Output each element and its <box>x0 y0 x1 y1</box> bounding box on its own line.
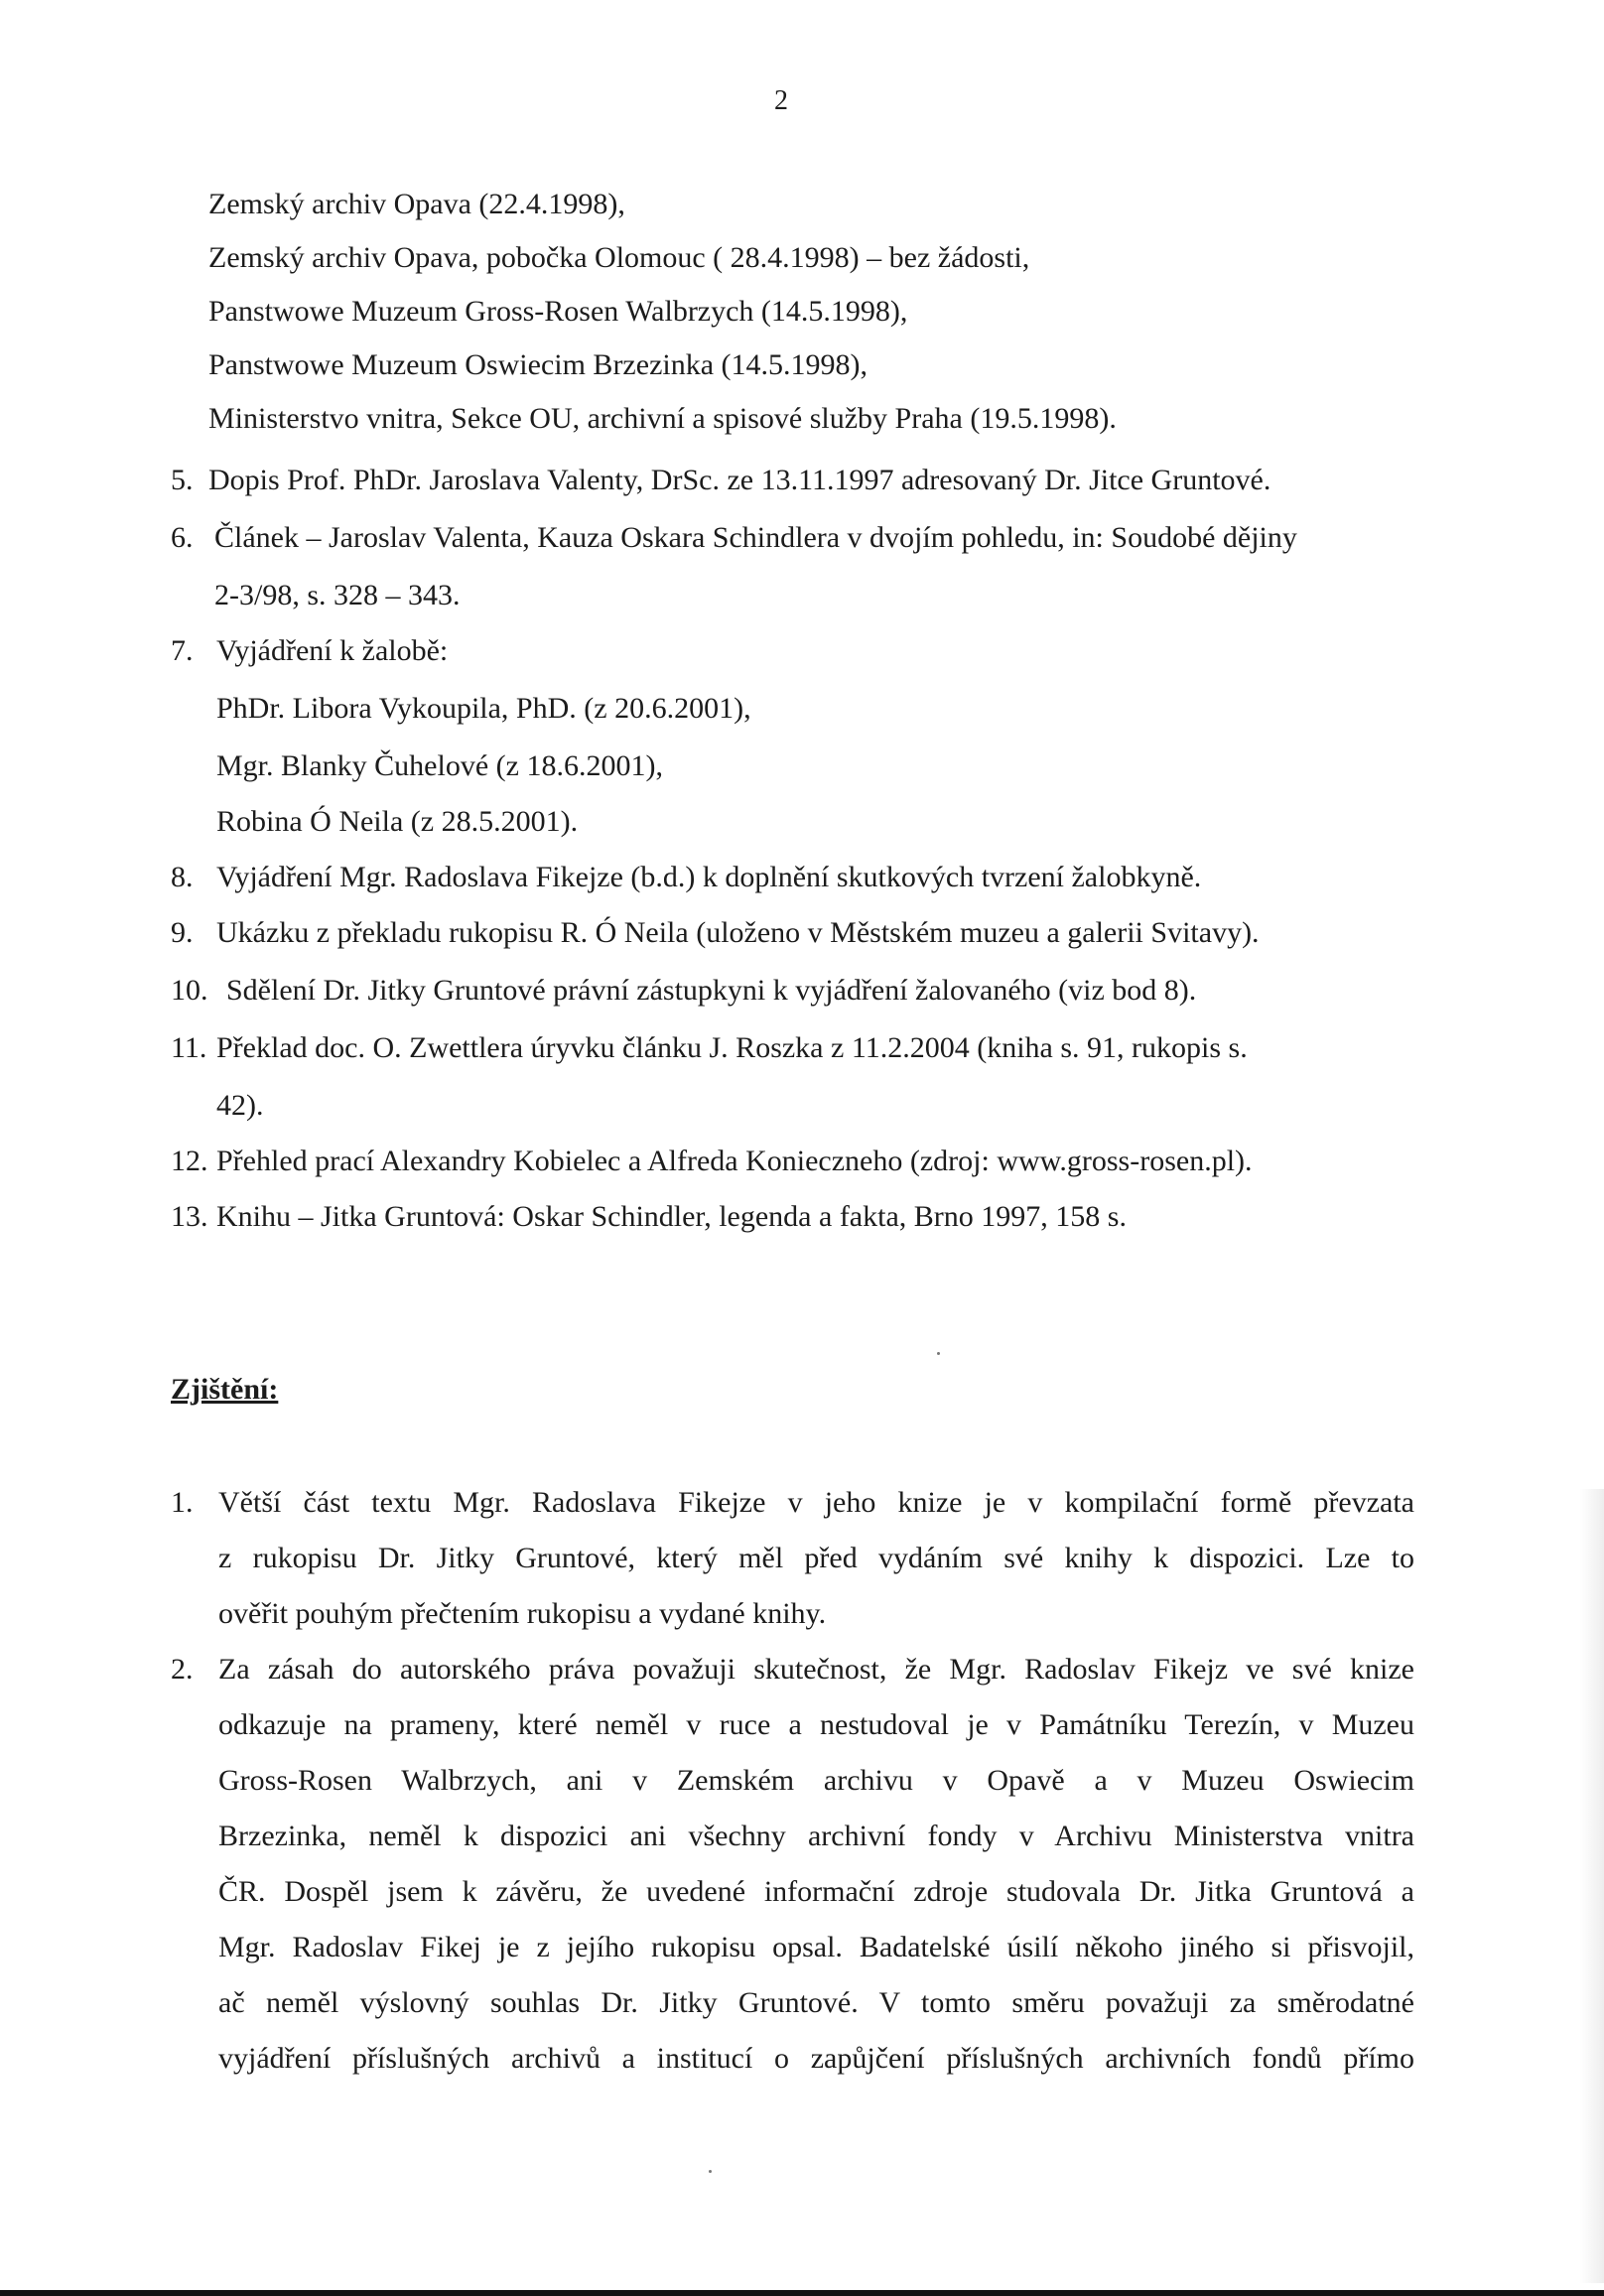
finding-text: Mgr. Radoslav Fikej je z jejího rukopisu opsal. Badatelské úsilí někoho jiného si přisvojil, <box>218 1931 1414 1963</box>
finding-text: ČR. Dospěl jsem k závěru, že uvedené informační zdroje studovala Dr. Jitka Gruntová a <box>218 1875 1414 1908</box>
list-item-text: Robina Ó Neila (z 28.5.2001). <box>216 805 579 838</box>
list-item-text: Vyjádření k žalobě: <box>216 634 449 667</box>
list-item-number: 6. <box>171 521 194 554</box>
scan-edge-shadow <box>1580 1489 1604 2283</box>
list-item-number: 11. <box>171 1031 207 1064</box>
list-item-number: 7. <box>171 634 194 667</box>
finding-text: Větší část textu Mgr. Radoslava Fikejze v jeho knize je v kompilační formě převzata <box>218 1486 1414 1519</box>
finding-text: odkazuje na prameny, které neměl v ruce a nestudoval je v Památníku Terezín, v Muzeu <box>218 1708 1414 1741</box>
scan-speck <box>937 1352 940 1355</box>
list-item-text: Vyjádření Mgr. Radoslava Fikejze (b.d.) k doplnění skutkových tvrzení žalobkyně. <box>216 861 1202 893</box>
finding-text: vyjádření příslušných archivů a institucí o zapůjčení příslušných archivních fondů přímo <box>218 2042 1414 2075</box>
finding-number: 2. <box>171 1653 194 1686</box>
intro-line: Panstwowe Muzeum Gross-Rosen Walbrzych (14.5.1998), <box>208 295 908 328</box>
intro-line: Ministerstvo vnitra, Sekce OU, archivní a spisové služby Praha (19.5.1998). <box>208 402 1117 435</box>
scan-speck <box>709 2170 712 2173</box>
finding-text: ověřit pouhým přečtením rukopisu a vydané knihy. <box>218 1597 827 1630</box>
list-item-number: 5. <box>171 464 194 496</box>
list-item-number: 8. <box>171 861 194 893</box>
list-item-text: Dopis Prof. PhDr. Jaroslava Valenty, DrSc. ze 13.11.1997 adresovaný Dr. Jitce Gruntové. <box>208 464 1271 496</box>
list-item-text: Knihu – Jitka Gruntová: Oskar Schindler, legenda a fakta, Brno 1997, 158 s. <box>216 1200 1127 1233</box>
finding-text: z rukopisu Dr. Jitky Gruntové, který měl před vydáním své knihy k dispozici. Lze to <box>218 1542 1414 1574</box>
intro-line: Panstwowe Muzeum Oswiecim Brzezinka (14.5.1998), <box>208 348 869 381</box>
list-item-text: PhDr. Libora Vykoupila, PhD. (z 20.6.2001), <box>216 692 751 725</box>
finding-text: Brzezinka, neměl k dispozici ani všechny archivní fondy v Archivu Ministerstva vnitra <box>218 1820 1414 1852</box>
page-number: 2 <box>774 85 788 116</box>
list-item-text: Ukázku z překladu rukopisu R. Ó Neila (uloženo v Městském muzeu a galerii Svitavy). <box>216 916 1260 949</box>
list-item-text: 42). <box>216 1089 264 1122</box>
list-item-text: Přehled prací Alexandry Kobielec a Alfreda Konieczneho (zdroj: www.gross-rosen.pl). <box>216 1145 1253 1177</box>
intro-line: Zemský archiv Opava, pobočka Olomouc ( 28.4.1998) – bez žádosti, <box>208 241 1030 274</box>
list-item-number: 9. <box>171 916 194 949</box>
intro-line: Zemský archiv Opava (22.4.1998), <box>208 188 625 220</box>
list-item-number: 13. <box>171 1200 208 1233</box>
finding-text: Za zásah do autorského práva považuji skutečnost, že Mgr. Radoslav Fikejz ve své knize <box>218 1653 1414 1686</box>
scan-bottom-edge <box>0 2290 1604 2296</box>
finding-number: 1. <box>171 1486 194 1519</box>
finding-text: Gross-Rosen Walbrzych, ani v Zemském archivu v Opavě a v Muzeu Oswiecim <box>218 1764 1414 1797</box>
list-item-number: 12. <box>171 1145 208 1177</box>
list-item-text: 2-3/98, s. 328 – 343. <box>214 579 461 611</box>
list-item-number: 10. <box>171 974 208 1007</box>
list-item-text: Sdělení Dr. Jitky Gruntové právní zástupkyni k vyjádření žalovaného (viz bod 8). <box>226 974 1197 1007</box>
section-heading: Zjištění: <box>171 1373 279 1406</box>
list-item-text: Mgr. Blanky Čuhelové (z 18.6.2001), <box>216 749 663 782</box>
finding-text: ač neměl výslovný souhlas Dr. Jitky Gruntové. V tomto směru považuji za směrodatné <box>218 1986 1414 2019</box>
list-item-text: Překlad doc. O. Zwettlera úryvku článku J. Roszka z 11.2.2004 (kniha s. 91, rukopis s. <box>216 1031 1248 1064</box>
list-item-text: Článek – Jaroslav Valenta, Kauza Oskara Schindlera v dvojím pohledu, in: Soudobé dějiny <box>214 521 1297 554</box>
